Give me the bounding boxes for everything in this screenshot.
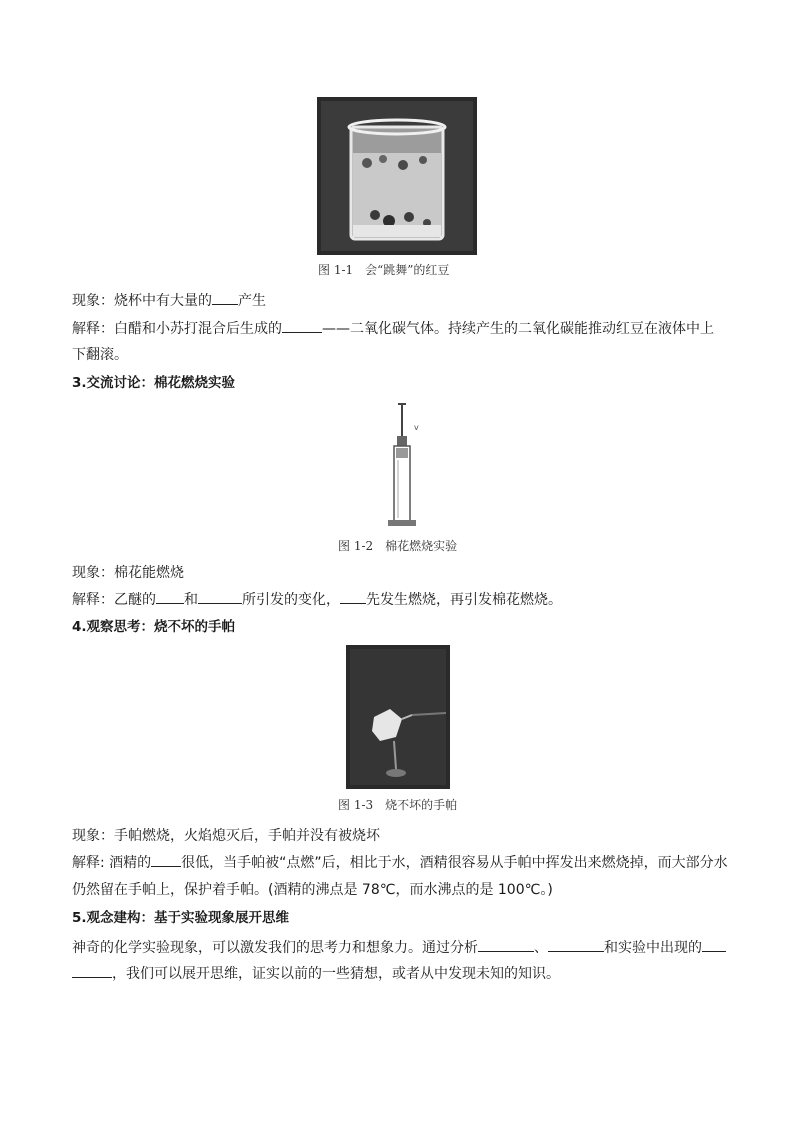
explanation-4-line1: 解释: 酒精的 很低，当手帕被“点燃”后，相比于水，酒精很容易从手帕中挥发出来燃烧掉，而大部分水 bbox=[72, 852, 732, 874]
svg-text:v: v bbox=[414, 423, 419, 432]
figure-3-caption: 图 1-3 烧不坏的手帕 bbox=[338, 798, 458, 812]
phenomenon-4: 现象：手帕燃烧，火焰熄灭后，手帕并没有被烧坏 bbox=[72, 828, 380, 844]
answer-blank[interactable] bbox=[282, 318, 322, 333]
answer-blank[interactable] bbox=[156, 589, 184, 604]
explanation-3: 解释：乙醚的 和 所引发的变化， 先发生燃烧，再引发棉花燃烧。 bbox=[72, 589, 732, 611]
section-5-line2: ，我们可以展开思维，证实以前的一些猜想，或者从中发现未知的知识。 bbox=[72, 963, 732, 985]
answer-blank[interactable] bbox=[702, 937, 726, 952]
answer-blank[interactable] bbox=[151, 852, 181, 867]
explanation-2-line2: 下翻滚。 bbox=[72, 347, 128, 363]
answer-blank[interactable] bbox=[478, 937, 534, 952]
section-4-heading: 4.观察思考：烧不坏的手帕 bbox=[72, 619, 236, 635]
figure-3 bbox=[346, 645, 450, 789]
answer-blank[interactable] bbox=[548, 937, 604, 952]
answer-blank[interactable] bbox=[72, 963, 112, 978]
answer-blank[interactable] bbox=[198, 589, 242, 604]
handkerchief-photo bbox=[346, 645, 450, 789]
figure-1-caption: 图 1-1 会“跳舞”的红豆 bbox=[318, 263, 450, 277]
answer-blank[interactable] bbox=[340, 589, 366, 604]
answer-blank[interactable] bbox=[212, 290, 238, 305]
section-5-heading: 5.观念建构：基于实验现象展开思维 bbox=[72, 910, 290, 926]
section-5-line1: 神奇的化学实验现象，可以激发我们的思考力和想象力。通过分析 、 和实验中出现的 bbox=[72, 937, 732, 959]
phenomenon-2: 现象：烧杯中有大量的 产生 bbox=[72, 290, 732, 312]
beaker-photo bbox=[317, 97, 477, 255]
explanation-4-line2: 仍然留在手帕上，保护着手帕。(酒精的沸点是 78℃，而水沸点的是 100℃。) bbox=[72, 882, 553, 898]
figure-1 bbox=[317, 97, 477, 255]
phenomenon-3: 现象：棉花能燃烧 bbox=[72, 565, 184, 581]
explanation-2-line1: 解释：白醋和小苏打混合后生成的 ——二氧化碳气体。持续产生的二氧化碳能推动红豆在液体中上 bbox=[72, 318, 732, 340]
section-3-heading: 3.交流讨论：棉花燃烧实验 bbox=[72, 375, 236, 391]
glass-tube-photo bbox=[322, 400, 468, 530]
figure-2 bbox=[322, 400, 468, 530]
figure-2-caption: 图 1-2 棉花燃烧实验 bbox=[338, 539, 458, 553]
